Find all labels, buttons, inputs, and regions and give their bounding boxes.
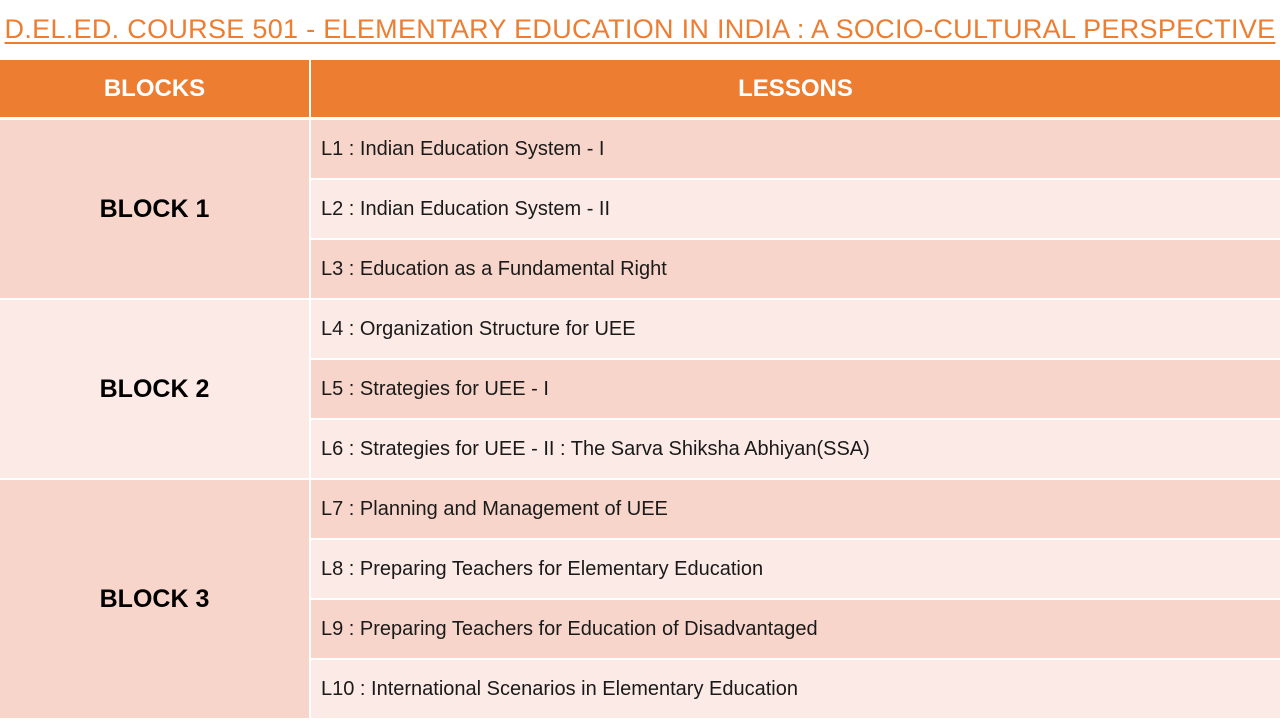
lesson-l8: L8 : Preparing Teachers for Elementary Education (310, 539, 1280, 599)
header-blocks: BLOCKS (0, 60, 310, 119)
block-label-1: BLOCK 1 (0, 119, 310, 300)
header-lessons: LESSONS (310, 60, 1280, 119)
course-table (0, 60, 1280, 720)
lesson-l7: L7 : Planning and Management of UEE (310, 479, 1280, 539)
lesson-l5: L5 : Strategies for UEE - I (310, 359, 1280, 419)
lesson-l6: L6 : Strategies for UEE - II : The Sarva Shiksha Abhiyan(SSA) (310, 419, 1280, 479)
lesson-l4: L4 : Organization Structure for UEE (310, 299, 1280, 359)
lesson-l3: L3 : Education as a Fundamental Right (310, 239, 1280, 299)
table-row (0, 299, 1280, 359)
lesson-l1: L1 : Indian Education System - I (310, 119, 1280, 180)
block-label-2: BLOCK 2 (0, 299, 310, 479)
table-row (0, 479, 1280, 539)
block-label-3: BLOCK 3 (0, 479, 310, 719)
lesson-l9: L9 : Preparing Teachers for Education of Disadvantaged (310, 599, 1280, 659)
lesson-l2: L2 : Indian Education System - II (310, 179, 1280, 239)
table-header-row (0, 60, 1280, 119)
table-row (0, 119, 1280, 180)
slide-title: D.EL.ED. COURSE 501 - ELEMENTARY EDUCATION IN INDIA : A SOCIO-CULTURAL PERSPECTIVE (4, 14, 1276, 44)
lesson-l10: L10 : International Scenarios in Elementary Education (310, 659, 1280, 719)
